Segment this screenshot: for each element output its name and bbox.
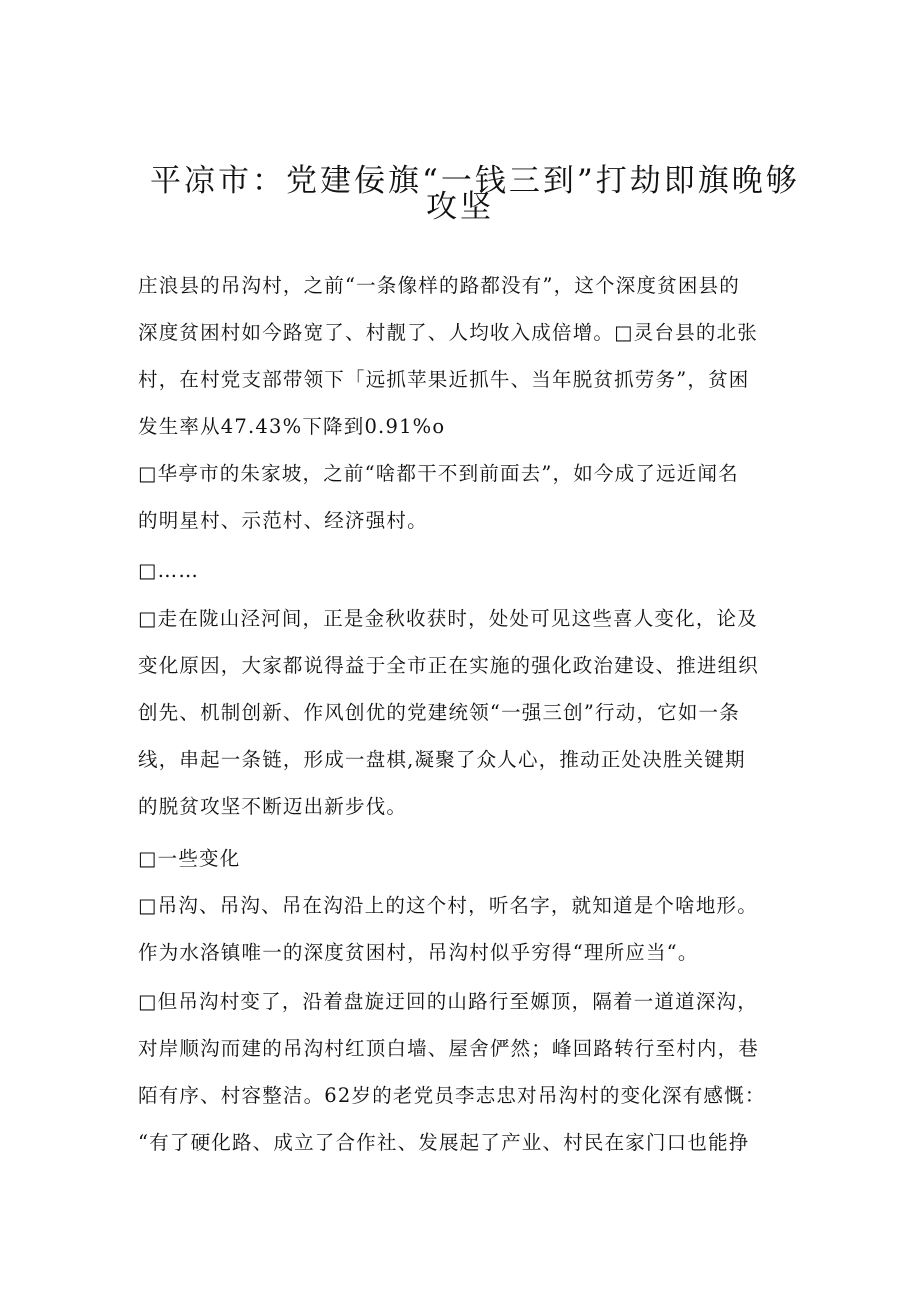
paragraph-line: □走在陇山泾河间，正是金秋收获时，处处可见这些喜人变化，论及 bbox=[138, 607, 758, 630]
paragraph-line: 的脱贫攻坚不断迈出新步伐。 bbox=[138, 795, 408, 818]
paragraph-line: □吊沟、吊沟、吊在沟沿上的这个村，听名字，就知道是个啥地形。 bbox=[138, 894, 758, 917]
paragraph-line: 作为水洛镇唯一的深度贫困村，吊沟村似乎穷得“理所应当“。 bbox=[138, 941, 699, 964]
document-title-line-1: 平凉市：党建佞旗“一钱三到”打劫即旗晚够 bbox=[150, 163, 800, 199]
paragraph-line: 村，在村党支部带领下「远抓苹果近抓牛、当年脱贫抓劳务”，贫困 bbox=[138, 368, 750, 391]
paragraph-line: □但吊沟村变了，沿着盘旋迂回的山路行至嫄顶，隔着一道道深沟， bbox=[138, 990, 758, 1013]
paragraph-line: 深度贫困村如今路宽了、村靓了、人均收入成倍增。□灵台县的北张 bbox=[138, 321, 758, 344]
paragraph-line: 线，串起一条链，形成一盘棋,凝聚了众人心，推动正处决胜关键期 bbox=[138, 748, 746, 771]
paragraph-line: □…… bbox=[138, 559, 200, 582]
paragraph-line: 创先、机制创新、作风创优的党建统领“一强三创”行动，它如一条 bbox=[138, 701, 740, 724]
paragraph-line: “有了硬化路、成立了合作社、发展起了产业、村民在家门口也能挣 bbox=[138, 1131, 750, 1154]
paragraph-4 bbox=[138, 595, 798, 830]
paragraph-3 bbox=[138, 547, 798, 594]
paragraph-line: □一些变化 bbox=[138, 847, 241, 870]
paragraph-5 bbox=[138, 835, 798, 882]
paragraph-2 bbox=[138, 450, 798, 544]
paragraph-line: 发生率从47.43%下降到0.91%o bbox=[138, 415, 446, 438]
paragraph-line: 的明星村、示范村、经济强村。 bbox=[138, 509, 428, 532]
paragraph-line: 对岸顺沟而建的吊沟村红顶白墙、屋舍俨然；峰回路转行至村内，巷 bbox=[138, 1037, 760, 1060]
paragraph-7 bbox=[138, 978, 798, 1166]
paragraph-6 bbox=[138, 882, 798, 976]
paragraph-line: 庄浪县的吊沟村，之前“一条像样的路都没有”，这个深度贫困县的 bbox=[138, 274, 740, 297]
paragraph-line: 陌有序、村容整洁。62岁的老党员李志忠对吊沟村的变化深有感慨： bbox=[138, 1084, 766, 1107]
paragraph-1 bbox=[138, 262, 798, 450]
document-title-line-2: 攻坚 bbox=[426, 189, 494, 225]
paragraph-line: 变化原因，大家都说得益于全市正在实施的强化政治建设、推进组织 bbox=[138, 654, 760, 677]
paragraph-line: □华亭市的朱家坡，之前“啥都干不到前面去”，如今成了远近闻名 bbox=[138, 462, 739, 485]
